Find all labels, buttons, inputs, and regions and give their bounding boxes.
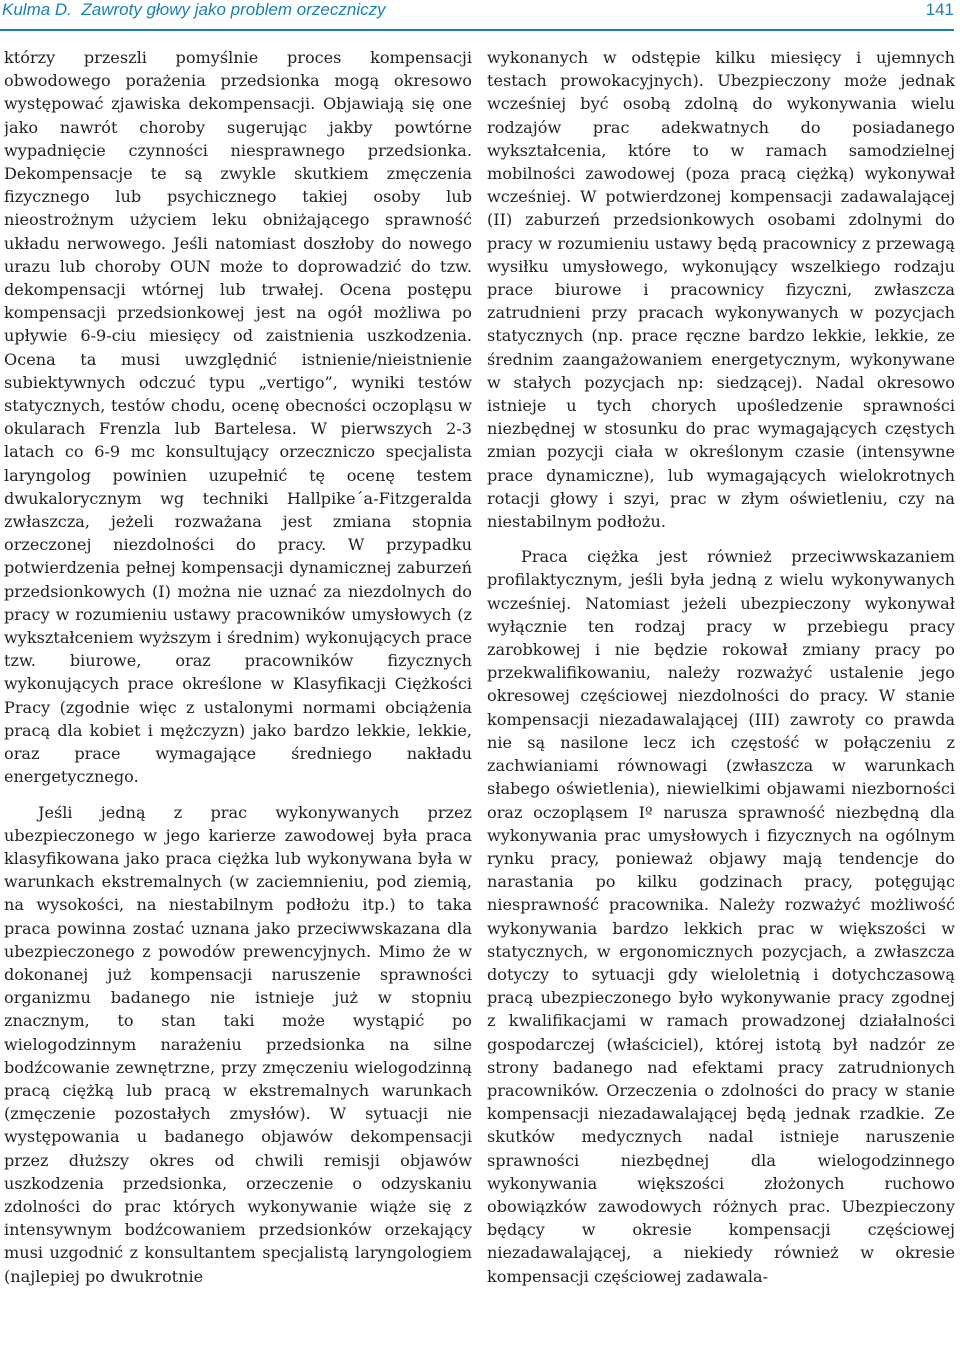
paragraph: Jeśli jedną z prac wykonywanych przez ubezpieczonego w jego karierze zawodowej była praca klasyfikowana jako praca ciężka lub wykonywana była w warunkach ekstremalnych (w zaciemnieniu, pod ziemią, na wysokości, na niestabilnym podłożu itp.) to taka praca powinna zostać uznana jako przeciwwskazana dla ubezpieczonego z powodów prewencyjnych. Mimo że w dokonanej już kompensacji naruszenie sprawności organizmu badanego nie istnieje już w stopniu znacznym, to stan taki może wystąpić po wielogodzinnym narażeniu przedsionka na silne bodźcowanie zewnętrzne, przy zmęczeniu wielogodzinną pracą ciężką lub pracą w ekstremalnych warunkach (zmęczenie pozostałych zmysłów). W sytuacji nie występowania u badanego objawów dekompensacji przez dłuższy okres od chwili remisji objawów uszkodzenia przedsionka, orzeczenie o odzyskaniu zdolności do prac których wykonywanie wiąże się z intensywnym bodźcowaniem przedsionków orzekający musi uzgodnić z konsultantem specjalistą laryngologiem (najlepiej po dwukrotnie: [4, 802, 472, 1286]
right-column: [487, 46, 955, 1351]
header-divider: [0, 29, 954, 31]
running-head: [2, 0, 954, 24]
page-number: 141: [925, 0, 954, 19]
running-head-title: [2, 0, 386, 20]
left-column: [4, 46, 472, 1351]
author-name: Kulma D.: [2, 0, 72, 19]
paragraph: Praca ciężka jest również przeciwwskazaniem profilaktycznym, jeśli była jedną z wielu wykonywanych wcześniej. Natomiast jeżeli ubezpieczony wykonywał wyłącznie ten rodzaj pracy w przebiegu pracy zarobkowej i nie będzie rokował zmiany pracy po przekwalifikowaniu, należy rozważyć ustalenie jego okresowej częściowej niezdolności do pracy. W stanie kompensacji niezadawalającej (III) zawroty co prawda nie są nasilone lecz ich częstość w połączeniu z zachwianiami równowagi (zwłaszcza w warunkach słabego oświetlenia), niewielkimi objawami niezborności oraz oczopląsem Iº narusza sprawność niezbędną dla wykonywania prac umysłowych i fizycznych na ogólnym rynku pracy, ponieważ objawy mają tendencje do narastania po kilku godzinach pracy, potęgując niesprawność pracownika. Należy rozważyć możliwość wykonywania bardzo lekkich prac w większości w statycznych, w ergonomicznych pozycjach, a zwłaszcza dotyczy to sytuacji gdy wieloletnią i dotychczasową pracą ubezpieczonego było wykonywanie pracy zgodnej z kwalifikacjami w ramach prowadzonej działalności gospodarczej (właściciel), której istotą był nadzór ze strony badanego nad efektami pracy zatrudnionych pracowników. Orzeczenia o zdolności do pracy w stanie kompensacji niezadawalającej będą jednak rzadkie. Ze skutków medycznych nadal istnieje naruszenie sprawności niezbędnej dla wielogodzinnego wykonywania większości złożonych ruchowo obowiązków zawodowych różnych prac. Ubezpieczony będący w okresie kompensacji częściowej niezadawalającej, a niekiedy również w okresie kompensacji częściowej zadawala-: [487, 547, 955, 1286]
paragraph: wykonanych w odstępie kilku miesięcy i ujemnych testach prowokacyjnych). Ubezpieczony może jednak wcześniej być osobą zdolną do wykonywania wielu rodzajów prac adekwatnych do posiadanego wykształcenia, które to w ramach samodzielnej mobilności zawodowej (poza pracą ciężką) wykonywał wcześniej. W potwierdzonej kompensacji zadawalającej (II) zaburzeń przedsionkowych osobami zdolnymi do pracy w rozumieniu ustawy będą pracownicy z przewagą wysiłku umysłowego, wykonujący wszelkiego rodzaju prace biurowe i pracownicy fizyczni, zwłaszcza zatrudnieni przy pracach wykonywanych w pozycjach statycznych (np. prace ręczne bardzo lekkie, lekkie, ze średnim zaangażowaniem energetycznym, wykonywane w stałych pozycjach np: siedzącej). Nadal okresowo istnieje u tych chorych upośledzenie sprawności niezbędnej w stosunku do prac wymagających częstych zmian pozycji ciała w określonym czasie (intensywne prace dynamiczne), lub wymagających wielokrotnych rotacji głowy i szyi, prac w złym oświetleniu, czy na niestabilnym podłożu.: [487, 48, 955, 532]
article-title: Zawroty głowy jako problem orzeczniczy: [81, 0, 386, 19]
paragraph: którzy przeszli pomyślnie proces kompensacji obwodowego porażenia przedsionka mogą okresowo występować zjawiska dekompensacji. Objawiają się one jako nawrót choroby sugerując jakby powtórne wypadnięcie czynności niesprawnego przedsionka. Dekompensacje te są zwykle skutkiem zmęczenia fizycznego lub psychicznego takiej osoby lub nieostrożnym użyciem leku obniżającego sprawność układu nerwowego. Jeśli natomiast doszłoby do nowego urazu lub choroby OUN może to doprowadzić do tzw. dekompensacji wtórnej lub trwałej. Ocena postępu kompensacji przedsionkowej jest na ogół możliwa po upływie 6-9-ciu miesięcy od zaistnienia uszkodzenia. Ocena ta musi uwzględnić istnienie/nieistnienie subiektywnych odczuć typu „vertigo”, wyniki testów statycznych, testów chodu, ocenę obecności oczopląsu w okularach Frenzla lub Bartelesa. W pierwszych 2-3 latach co 6-9 mc konsultujący orzeczniczo specjalista laryngolog powinien uzupełnić tę ocenę testem dwukalorycznym wg techniki Hallpike´a-Fitzgeralda zwłaszcza, jeżeli rozważana jest zmiana stopnia orzeczonej niezdolności do pracy. W przypadku potwierdzenia pełnej kompensacji dynamicznej zaburzeń przedsionkowych (I) można nie uznać za niezdolnych do pracy w rozumieniu ustawy pracowników umysłowych (z wykształceniem wyższym i średnim) wykonujących prace tzw. biurowe, oraz pracowników fizycznych wykonujących prace określone w Klasyfikacji Ciężkości Pracy (zgodnie więc z ustalonymi normami obciążenia pracą dla kobiet i mężczyzn) jako bardzo lekkie, lekkie, oraz prace wymagające średniego nakładu energetycznego.: [4, 48, 472, 787]
